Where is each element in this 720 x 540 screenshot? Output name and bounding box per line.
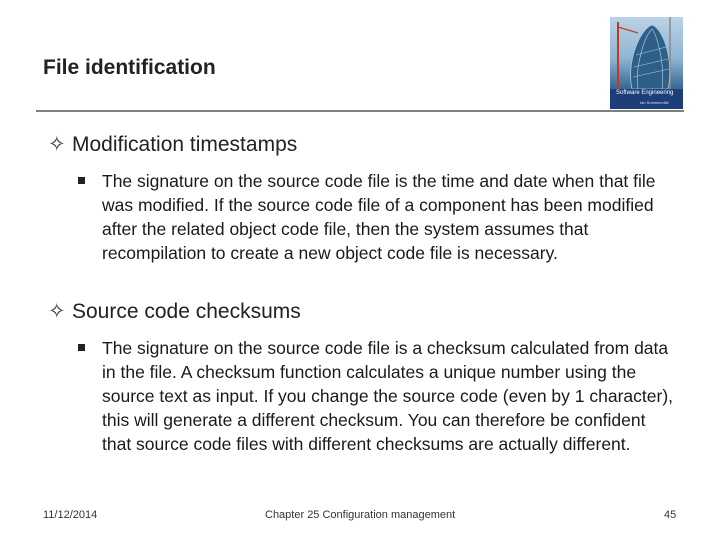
footer-page-number: 45 xyxy=(664,509,677,521)
cover-title: Software Engineering xyxy=(616,90,674,96)
footer-date: 11/12/2014 xyxy=(43,509,98,521)
footer-chapter: Chapter 25 Configuration management xyxy=(265,509,456,521)
bullet-modification-timestamps xyxy=(48,132,297,158)
bullet-heading: Source code checksums xyxy=(72,300,301,323)
star-bullet-icon: ✧ xyxy=(48,133,66,156)
sub-bullet-checksums xyxy=(78,336,678,456)
cover-subtitle: Ian Sommerville xyxy=(640,100,669,105)
square-bullet-icon xyxy=(78,344,85,351)
star-bullet-icon: ✧ xyxy=(48,300,66,323)
bullet-heading: Modification timestamps xyxy=(72,133,298,156)
bullet-source-code-checksums xyxy=(48,299,301,325)
title-divider xyxy=(36,110,684,112)
slide-title: File identification xyxy=(43,56,216,79)
sub-bullet-text: The signature on the source code file is a checksum calculated from data in the file. A checksum function calculates a unique number using the source text as input. If you change the source code (even by 1 character), this will generate a different checksum. You can therefore be confident that source code files with different checksums are actually different. xyxy=(102,338,674,454)
sub-bullet-timestamps xyxy=(78,169,678,265)
book-cover-image xyxy=(610,17,683,109)
square-bullet-icon xyxy=(78,177,85,184)
sub-bullet-text: The signature on the source code file is the time and date when that file was modified. If the source code file of a component has been modified after the related object code file, then the system assumes that recompilation to create a new object code file is necessary. xyxy=(102,171,656,263)
